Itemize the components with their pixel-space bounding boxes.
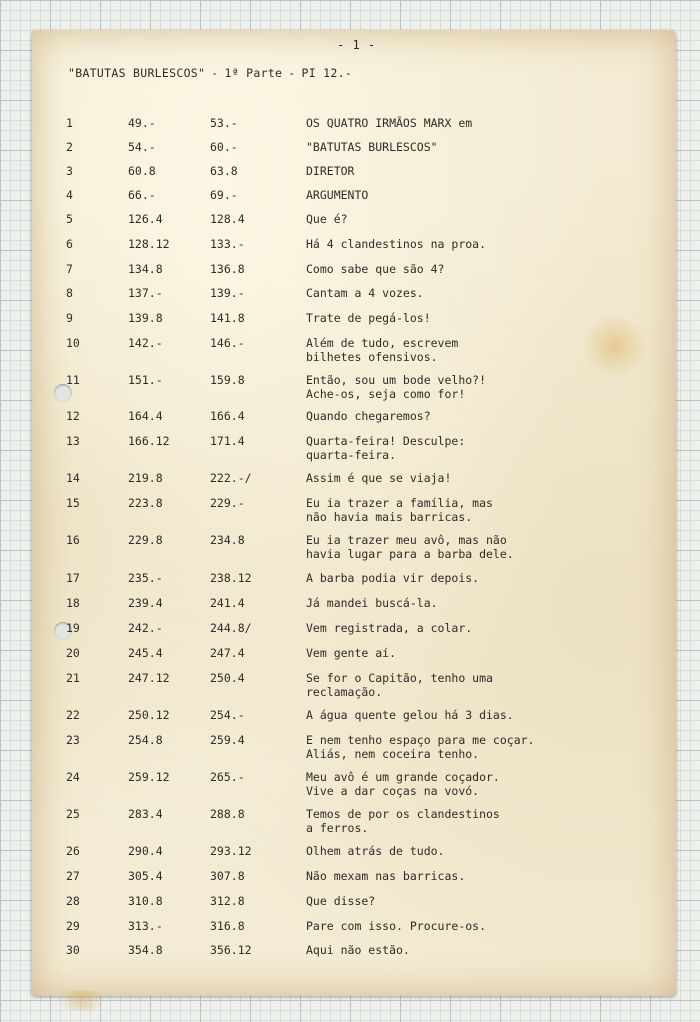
timecode-out: 307.8 bbox=[210, 869, 245, 883]
subtitle-text-line: Aliás, nem coceira tenho. bbox=[306, 747, 480, 761]
subtitle-text-line: Já mandei buscá-la. bbox=[306, 596, 438, 610]
timecode-in: 60.8 bbox=[128, 164, 156, 178]
subtitle-text-line: Eu ia trazer a família, mas bbox=[306, 496, 493, 510]
subtitle-text-line: A barba podia vir depois. bbox=[306, 571, 480, 585]
timecode-in: 137.- bbox=[128, 286, 163, 300]
subtitle-text-line: Temos de por os clandestinos bbox=[306, 807, 500, 821]
subtitle-text-line: havia lugar para a barba dele. bbox=[306, 547, 514, 561]
subtitle-text-line: Quarta-feira! Desculpe: bbox=[306, 434, 466, 448]
subtitle-text-line: OS QUATRO IRMÃOS MARX em bbox=[306, 116, 473, 130]
subtitle-text-line: Pare com isso. Procure-os. bbox=[306, 919, 487, 933]
timecode-out: 244.8/ bbox=[210, 621, 252, 635]
subtitle-text-line: não havia mais barricas. bbox=[306, 510, 473, 524]
subtitle-number: 6 bbox=[66, 237, 73, 251]
timecode-in: 164.4 bbox=[128, 409, 163, 423]
subtitle-number: 29 bbox=[66, 919, 80, 933]
timecode-in: 54.- bbox=[128, 140, 156, 154]
subtitle-number: 5 bbox=[66, 212, 73, 226]
subtitle-text-line: Que disse? bbox=[306, 894, 376, 908]
timecode-in: 219.8 bbox=[128, 471, 163, 485]
timecode-out: 229.- bbox=[210, 496, 245, 510]
subtitle-number: 23 bbox=[66, 733, 80, 747]
subtitle-number: 4 bbox=[66, 188, 73, 202]
subtitle-text-line: Que é? bbox=[306, 212, 348, 226]
subtitle-text-line: A água quente gelou há 3 dias. bbox=[306, 708, 514, 722]
subtitle-text-line: quarta-feira. bbox=[306, 448, 397, 462]
subtitle-text-line: Vive a dar coças na vovó. bbox=[306, 784, 480, 798]
timecode-in: 142.- bbox=[128, 336, 163, 350]
timecode-in: 313.- bbox=[128, 919, 163, 933]
subtitle-text-line: E nem tenho espaço para me coçar. bbox=[306, 733, 535, 747]
timecode-out: 356.12 bbox=[210, 943, 252, 957]
timecode-in: 245.4 bbox=[128, 646, 163, 660]
part-label: 1ª Parte bbox=[224, 66, 283, 80]
timecode-out: 171.4 bbox=[210, 434, 245, 448]
subtitle-number: 16 bbox=[66, 533, 80, 547]
timecode-out: 128.4 bbox=[210, 212, 245, 226]
timecode-in: 254.8 bbox=[128, 733, 163, 747]
timecode-out: 259.4 bbox=[210, 733, 245, 747]
timecode-out: 234.8 bbox=[210, 533, 245, 547]
subtitle-text-line: Não mexam nas barricas. bbox=[306, 869, 466, 883]
subtitle-number: 14 bbox=[66, 471, 80, 485]
subtitle-number: 17 bbox=[66, 571, 80, 585]
timecode-in: 239.4 bbox=[128, 596, 163, 610]
timecode-in: 354.8 bbox=[128, 943, 163, 957]
subtitle-text-line: a ferros. bbox=[306, 821, 369, 835]
reel-label: PI 12.- bbox=[301, 66, 353, 80]
timecode-in: 290.4 bbox=[128, 844, 163, 858]
timecode-in: 235.- bbox=[128, 571, 163, 585]
subtitle-text-line: Vem gente aí. bbox=[306, 646, 397, 660]
subtitle-list bbox=[32, 30, 676, 996]
subtitle-text-line: Há 4 clandestinos na proa. bbox=[306, 237, 487, 251]
subtitle-number: 25 bbox=[66, 807, 80, 821]
subtitle-text-line: Trate de pegá-los! bbox=[306, 311, 431, 325]
subtitle-text-line: Como sabe que são 4? bbox=[306, 262, 445, 276]
subtitle-number: 9 bbox=[66, 311, 73, 325]
subtitle-number: 2 bbox=[66, 140, 73, 154]
timecode-out: 254.- bbox=[210, 708, 245, 722]
timecode-in: 305.4 bbox=[128, 869, 163, 883]
subtitle-text-line: Se for o Capitão, tenho uma bbox=[306, 671, 493, 685]
timecode-out: 312.8 bbox=[210, 894, 245, 908]
subtitle-number: 22 bbox=[66, 708, 80, 722]
timecode-out: 159.8 bbox=[210, 373, 245, 387]
subtitle-text-line: "BATUTAS BURLESCOS" bbox=[306, 140, 438, 154]
timecode-out: 238.12 bbox=[210, 571, 252, 585]
subtitle-number: 19 bbox=[66, 621, 80, 635]
timecode-in: 49.- bbox=[128, 116, 156, 130]
subtitle-text-line: DIRETOR bbox=[306, 164, 355, 178]
subtitle-number: 15 bbox=[66, 496, 80, 510]
timecode-in: 242.- bbox=[128, 621, 163, 635]
timecode-in: 139.8 bbox=[128, 311, 163, 325]
subtitle-number: 3 bbox=[66, 164, 73, 178]
subtitle-number: 12 bbox=[66, 409, 80, 423]
timecode-out: 53.- bbox=[210, 116, 238, 130]
header-separator: - bbox=[288, 66, 296, 80]
timecode-in: 247.12 bbox=[128, 671, 170, 685]
timecode-out: 288.8 bbox=[210, 807, 245, 821]
timecode-out: 166.4 bbox=[210, 409, 245, 423]
timecode-out: 265.- bbox=[210, 770, 245, 784]
timecode-in: 166.12 bbox=[128, 434, 170, 448]
timecode-out: 136.8 bbox=[210, 262, 245, 276]
subtitle-text-line: Assim é que se viaja! bbox=[306, 471, 452, 485]
timecode-out: 241.4 bbox=[210, 596, 245, 610]
subtitle-text-line: Cantam a 4 vozes. bbox=[306, 286, 424, 300]
subtitle-number: 26 bbox=[66, 844, 80, 858]
timecode-in: 223.8 bbox=[128, 496, 163, 510]
page-number: - 1 - bbox=[337, 38, 376, 52]
timecode-in: 128.12 bbox=[128, 237, 170, 251]
timecode-in: 229.8 bbox=[128, 533, 163, 547]
timecode-in: 134.8 bbox=[128, 262, 163, 276]
timecode-out: 139.- bbox=[210, 286, 245, 300]
subtitle-number: 1 bbox=[66, 116, 73, 130]
subtitle-text-line: bilhetes ofensivos. bbox=[306, 350, 438, 364]
timecode-out: 250.4 bbox=[210, 671, 245, 685]
timecode-out: 316.8 bbox=[210, 919, 245, 933]
timecode-in: 126.4 bbox=[128, 212, 163, 226]
timecode-in: 310.8 bbox=[128, 894, 163, 908]
subtitle-text-line: Ache-os, seja como for! bbox=[306, 387, 466, 401]
subtitle-number: 7 bbox=[66, 262, 73, 276]
subtitle-text-line: Aqui não estão. bbox=[306, 943, 410, 957]
timecode-in: 250.12 bbox=[128, 708, 170, 722]
subtitle-number: 13 bbox=[66, 434, 80, 448]
subtitle-number: 27 bbox=[66, 869, 80, 883]
subtitle-number: 20 bbox=[66, 646, 80, 660]
subtitle-text-line: Então, sou um bode velho?! bbox=[306, 373, 487, 387]
timecode-out: 69.- bbox=[210, 188, 238, 202]
subtitle-number: 28 bbox=[66, 894, 80, 908]
header-separator: - bbox=[211, 66, 219, 80]
timecode-in: 283.4 bbox=[128, 807, 163, 821]
subtitle-text-line: Meu avô é um grande coçador. bbox=[306, 770, 500, 784]
subtitle-text-line: Eu ia trazer meu avô, mas não bbox=[306, 533, 507, 547]
subtitle-text-line: Quando chegaremos? bbox=[306, 409, 431, 423]
film-title: "BATUTAS BURLESCOS" bbox=[68, 66, 206, 80]
timecode-out: 247.4 bbox=[210, 646, 245, 660]
typewritten-subtitle-sheet bbox=[32, 30, 676, 996]
subtitle-number: 30 bbox=[66, 943, 80, 957]
subtitle-text-line: reclamação. bbox=[306, 685, 383, 699]
timecode-out: 146.- bbox=[210, 336, 245, 350]
subtitle-number: 24 bbox=[66, 770, 80, 784]
timecode-out: 141.8 bbox=[210, 311, 245, 325]
timecode-in: 66.- bbox=[128, 188, 156, 202]
timecode-in: 259.12 bbox=[128, 770, 170, 784]
subtitle-number: 11 bbox=[66, 373, 80, 387]
subtitle-text-line: Vem registrada, a colar. bbox=[306, 621, 473, 635]
timecode-out: 293.12 bbox=[210, 844, 252, 858]
timecode-in: 151.- bbox=[128, 373, 163, 387]
subtitle-number: 18 bbox=[66, 596, 80, 610]
timecode-out: 222.-/ bbox=[210, 471, 252, 485]
subtitle-text-line: Além de tudo, escrevem bbox=[306, 336, 459, 350]
timecode-out: 133.- bbox=[210, 237, 245, 251]
subtitle-number: 10 bbox=[66, 336, 80, 350]
subtitle-text-line: Olhem atrás de tudo. bbox=[306, 844, 445, 858]
subtitle-number: 21 bbox=[66, 671, 80, 685]
subtitle-text-line: ARGUMENTO bbox=[306, 188, 369, 202]
timecode-out: 63.8 bbox=[210, 164, 238, 178]
subtitle-number: 8 bbox=[66, 286, 73, 300]
timecode-out: 60.- bbox=[210, 140, 238, 154]
